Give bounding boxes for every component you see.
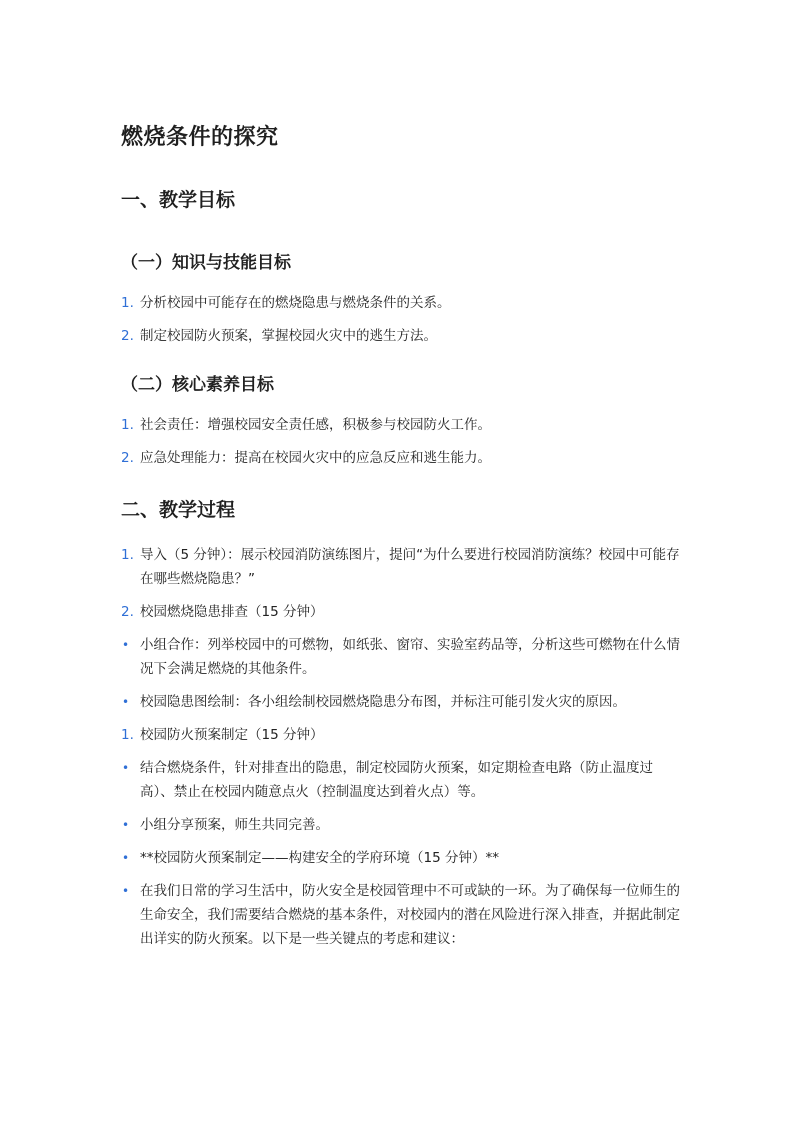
bullet-icon: • (122, 851, 130, 865)
list-item-text: 制定校园防火预案，掌握校园火灾中的逃生方法。 (140, 328, 437, 344)
list-item (121, 543, 681, 591)
list-item-text: 社会责任：增强校园安全责任感，积极参与校园防火工作。 (140, 417, 491, 433)
list-number: 2. (121, 604, 134, 620)
list-item (121, 413, 681, 437)
section-heading-process: 二、教学过程 (121, 499, 236, 521)
list-item-text: 应急处理能力：提高在校园火灾中的应急反应和逃生能力。 (140, 450, 491, 466)
process-list (121, 543, 681, 951)
document-title: 燃烧条件的探究 (121, 125, 279, 150)
subsection-heading-knowledge: （一）知识与技能目标 (121, 253, 291, 273)
subsection-heading-literacy: （二）核心素养目标 (121, 375, 274, 395)
list-number: 1. (121, 295, 134, 311)
list-item (121, 690, 681, 714)
list-number: 2. (121, 328, 134, 344)
list-item-text: **校园防火预案制定——构建安全的学府环境（15 分钟）** (140, 850, 499, 866)
list-item (121, 756, 681, 804)
list-item-text: 导入（5 分钟）：展示校园消防演练图片，提问“为什么要进行校园消防演练？校园中可能存在哪些燃烧隐患？” (140, 547, 680, 587)
list-item (121, 633, 681, 681)
knowledge-goals-list (121, 291, 681, 348)
list-number: 1. (121, 417, 134, 433)
list-item (121, 324, 681, 348)
list-item-text: 校园燃烧隐患排查（15 分钟） (140, 604, 324, 620)
list-number: 1. (121, 547, 134, 563)
bullet-icon: • (122, 695, 130, 709)
list-item-text: 结合燃烧条件，针对排查出的隐患，制定校园防火预案，如定期检查电路（防止温度过高）、禁止在校园内随意点火（控制温度达到着火点）等。 (140, 760, 653, 800)
literacy-goals-list (121, 413, 681, 470)
list-item-text: 小组分享预案，师生共同完善。 (140, 817, 329, 833)
list-item (121, 813, 681, 837)
list-item (121, 291, 681, 315)
list-item-text: 分析校园中可能存在的燃烧隐患与燃烧条件的关系。 (140, 295, 451, 311)
bullet-icon: • (122, 884, 130, 898)
list-item (121, 446, 681, 470)
list-number: 1. (121, 727, 134, 743)
section-heading-goals: 一、教学目标 (121, 189, 236, 211)
list-item (121, 879, 681, 951)
list-item (121, 600, 681, 624)
bullet-icon: • (122, 761, 130, 775)
list-item-text: 校园隐患图绘制：各小组绘制校园燃烧隐患分布图，并标注可能引发火灾的原因。 (140, 694, 626, 710)
list-item-text: 在我们日常的学习生活中，防火安全是校园管理中不可或缺的一环。为了确保每一位师生的生命安全，我们需要结合燃烧的基本条件，对校园内的潜在风险进行深入排查，并据此制定出详实的防火预案。以下是一些关键点的考虑和建议： (140, 883, 680, 947)
list-item (121, 846, 681, 870)
list-number: 2. (121, 450, 134, 466)
bullet-icon: • (122, 638, 130, 652)
list-item-text: 小组合作：列举校园中的可燃物，如纸张、窗帘、实验室药品等，分析这些可燃物在什么情况下会满足燃烧的其他条件。 (140, 637, 680, 677)
document-content (121, 118, 681, 951)
list-item-text: 校园防火预案制定（15 分钟） (140, 727, 324, 743)
bullet-icon: • (122, 818, 130, 832)
list-item (121, 723, 681, 747)
